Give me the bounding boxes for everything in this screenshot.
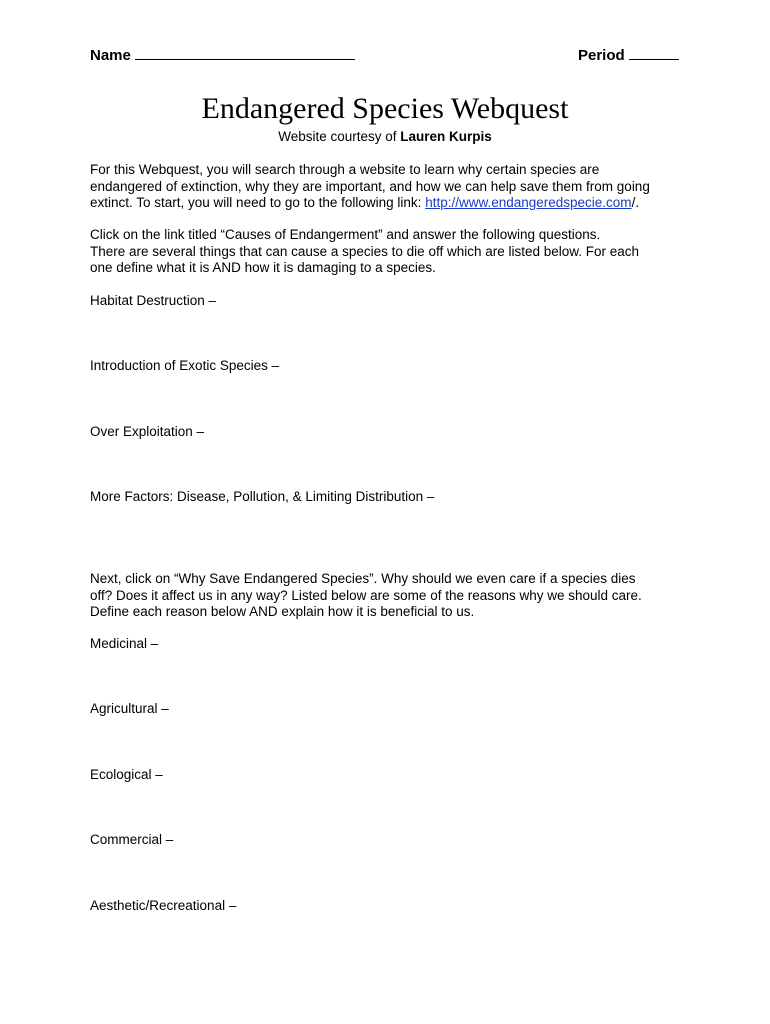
intro-line-3-prefix: extinct. To start, you will need to go to the following link: bbox=[90, 195, 426, 210]
question-aesthetic-recreational: Aesthetic/Recreational – bbox=[90, 898, 237, 913]
question-ecological: Ecological – bbox=[90, 767, 163, 782]
question-more-factors: More Factors: Disease, Pollution, & Limiting Distribution – bbox=[90, 489, 435, 504]
question-habitat-destruction: Habitat Destruction – bbox=[90, 293, 217, 308]
intro-line-3 bbox=[90, 195, 680, 212]
intro-line-2: endangered of extinction, why they are important, and how we can help save them from going bbox=[90, 178, 650, 194]
question-commercial: Commercial – bbox=[90, 832, 174, 847]
causes-line-3: one define what it is AND how it is damaging to a species. bbox=[90, 260, 436, 275]
name-blank[interactable] bbox=[135, 47, 355, 60]
name-field bbox=[90, 47, 355, 64]
causes-line-2: There are several things that can cause a species to die off which are listed below. For each bbox=[90, 243, 640, 259]
page-title: Endangered Species Webquest bbox=[201, 92, 569, 125]
intro-paragraph bbox=[90, 162, 680, 212]
causes-line-1: Click on the link titled “Causes of Endangerment” and answer the following questions. bbox=[90, 227, 601, 242]
question-exotic-species: Introduction of Exotic Species – bbox=[90, 358, 280, 373]
subtitle bbox=[0, 129, 770, 144]
period-field bbox=[578, 47, 679, 64]
period-blank[interactable] bbox=[629, 47, 679, 60]
question-medicinal: Medicinal – bbox=[90, 636, 159, 651]
why-save-paragraph bbox=[90, 571, 680, 621]
question-agricultural: Agricultural – bbox=[90, 701, 169, 716]
intro-line-1: For this Webquest, you will search through a website to learn why certain species are bbox=[90, 162, 600, 177]
intro-line-3-suffix: /. bbox=[631, 195, 640, 210]
why-save-line-2: off? Does it affect us in any way? Listed below are some of the reasons why we should care. bbox=[90, 587, 642, 603]
name-label: Name bbox=[90, 47, 131, 64]
period-label: Period bbox=[578, 47, 625, 64]
subtitle-prefix: Website courtesy of bbox=[278, 129, 401, 144]
why-save-line-1: Next, click on “Why Save Endangered Species”. Why should we even care if a species dies bbox=[90, 571, 636, 586]
causes-paragraph bbox=[90, 227, 680, 277]
why-save-line-3: Define each reason below AND explain how it is beneficial to us. bbox=[90, 604, 475, 619]
question-over-exploitation: Over Exploitation – bbox=[90, 424, 205, 439]
subtitle-author: Lauren Kurpis bbox=[400, 129, 492, 144]
website-link[interactable]: http://www.endangeredspecie.com bbox=[425, 195, 632, 210]
